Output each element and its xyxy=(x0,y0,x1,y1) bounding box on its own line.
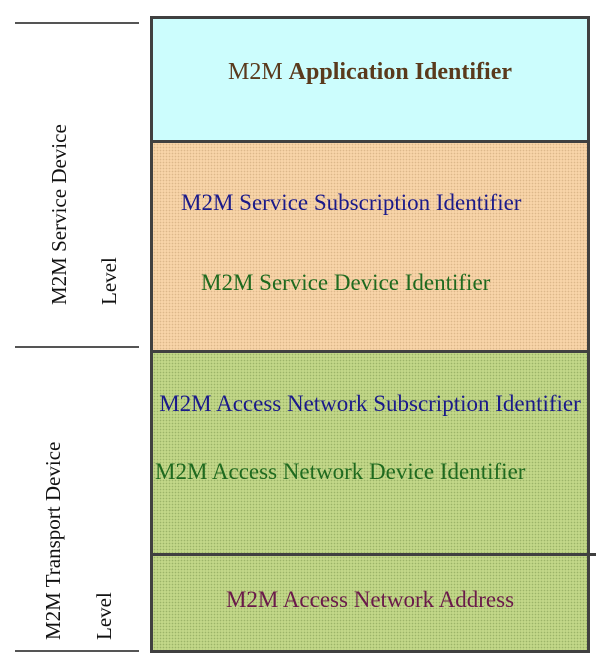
service-subscription-identifier: M2M Service Subscription Identifier xyxy=(181,190,522,215)
box-divider-extension xyxy=(588,553,596,556)
transport-level-bottom-rule xyxy=(15,650,139,652)
service-level-top-rule xyxy=(15,22,139,24)
access-network-device-identifier: M2M Access Network Device Identifier xyxy=(155,459,526,484)
service-device-identifier: M2M Service Device Identifier xyxy=(201,270,491,295)
access-network-address-box xyxy=(150,553,590,653)
level-divider-rule xyxy=(15,346,139,348)
application-identifier-text: M2M Application Identifier xyxy=(227,59,513,85)
service-level-label-line1: M2M Service Device xyxy=(47,124,71,305)
service-level-label-line2: Level xyxy=(97,257,121,305)
access-network-subscription-identifier: M2M Access Network Subscription Identifier xyxy=(159,391,581,416)
access-network-identifiers-box xyxy=(150,350,590,556)
application-identifier-box xyxy=(150,16,590,143)
service-device-box xyxy=(150,140,590,353)
access-network-address: M2M Access Network Address xyxy=(225,587,515,612)
transport-level-label-line2: Level xyxy=(92,592,116,640)
transport-level-label-line1: M2M Transport Device xyxy=(41,441,65,640)
